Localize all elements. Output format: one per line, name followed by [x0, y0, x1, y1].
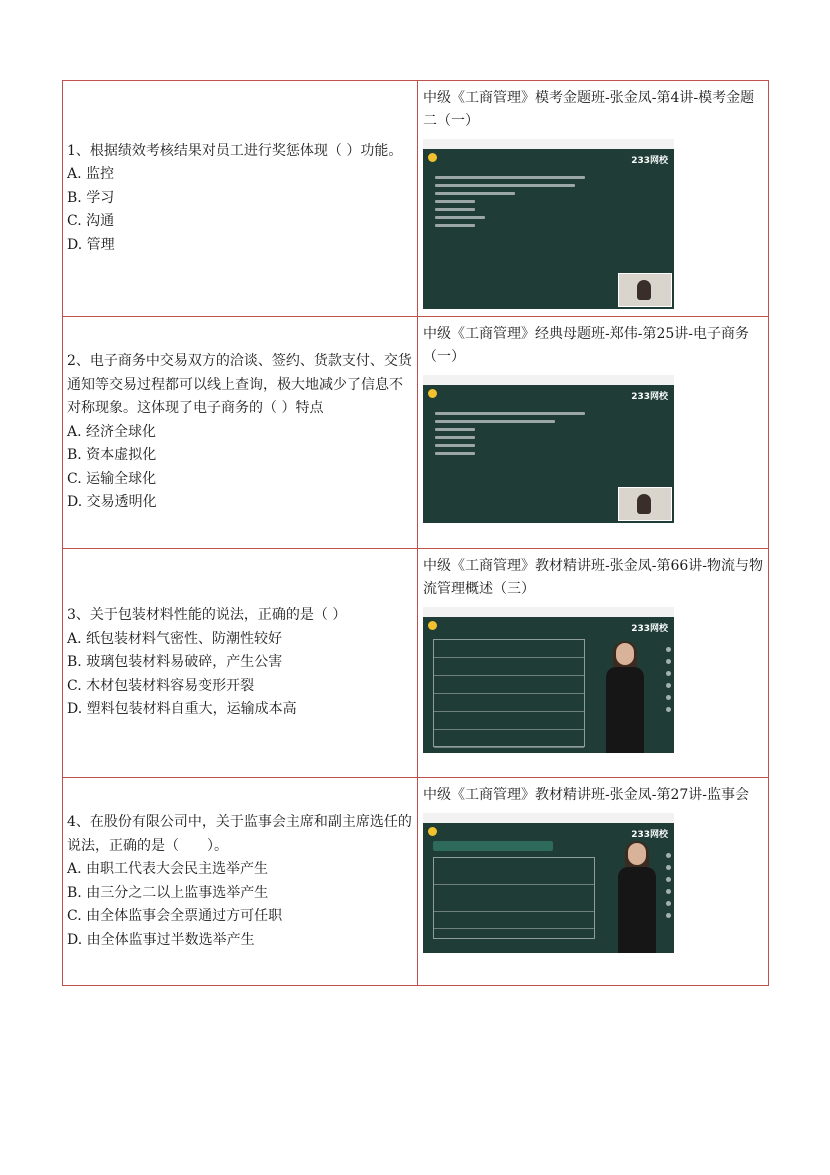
player-side-controls[interactable]: [666, 647, 671, 719]
slide-table: [433, 639, 585, 747]
question-stem: 3、关于包装材料性能的说法，正确的是（ ）: [67, 607, 347, 624]
option-b: B. 由三分之二以上监事选举产生: [67, 884, 269, 901]
option-a: A. 监控: [67, 166, 115, 183]
player-topbar: [423, 607, 674, 617]
video-thumbnail[interactable]: [423, 375, 674, 523]
lecture-slide: [423, 823, 674, 953]
lecture-slide: [423, 149, 674, 309]
instructor-camera: [618, 273, 672, 307]
video-cell: [418, 81, 769, 317]
bulb-icon: [428, 621, 437, 630]
slide-table: [433, 857, 595, 939]
option-b: B. 资本虚拟化: [67, 447, 157, 464]
video-thumbnail[interactable]: [423, 813, 674, 953]
brand-logo: 233网校: [631, 392, 668, 402]
bulb-icon: [428, 153, 437, 162]
option-b: B. 学习: [67, 189, 115, 206]
option-a: A. 由职工代表大会民主选举产生: [67, 861, 269, 877]
instructor-camera: [618, 487, 672, 521]
option-b: B. 玻璃包装材料易破碎，产生公害: [67, 654, 283, 671]
brand-logo: 233网校: [631, 624, 668, 634]
option-d: D. 管理: [67, 236, 115, 253]
instructor-figure: [602, 643, 648, 753]
video-thumbnail[interactable]: [423, 139, 674, 309]
video-title[interactable]: 中级《工商管理》经典母题班-郑伟-第25讲-电子商务（一）: [423, 326, 750, 365]
video-title[interactable]: 中级《工商管理》教材精讲班-张金凤-第27讲-监事会: [423, 787, 750, 803]
option-a: A. 纸包装材料气密性、防潮性较好: [67, 630, 283, 647]
video-thumbnail[interactable]: [423, 607, 674, 753]
brand-logo: 233网校: [631, 830, 668, 840]
option-c: C. 木材包装材料容易变形开裂: [67, 677, 255, 694]
player-side-controls[interactable]: [666, 853, 671, 925]
bulb-icon: [428, 827, 437, 836]
player-topbar: [423, 375, 674, 385]
question-cell: [63, 81, 418, 317]
player-topbar: [423, 139, 674, 149]
video-cell: [418, 778, 769, 986]
question-body: [63, 811, 417, 952]
question-cell: [63, 317, 418, 549]
question-body: [63, 350, 417, 515]
question-body: [63, 604, 417, 722]
question-stem: 4、在股份有限公司中，关于监事会主席和副主席选任的说法，正确的是（ ）。: [67, 814, 412, 854]
slide-text-lines: [435, 171, 585, 232]
question-table: [62, 80, 769, 986]
question-stem: 1、根据绩效考核结果对员工进行奖惩体现（ ）功能。: [67, 142, 403, 159]
video-cell: [418, 549, 769, 778]
video-cell: [418, 317, 769, 549]
option-c: C. 由全体监事会全票通过方可任职: [67, 908, 283, 924]
question-stem: 2、电子商务中交易双方的洽谈、签约、货款支付、交货通知等交易过程都可以线上查询，极大地减少了信息不对称现象。这体现了电子商务的（ ）特点: [67, 353, 412, 417]
instructor-figure: [614, 843, 660, 953]
question-row: [63, 778, 769, 986]
question-row: [63, 81, 769, 317]
question-row: [63, 317, 769, 549]
option-c: C. 沟通: [67, 213, 115, 230]
option-c: C. 运输全球化: [67, 470, 157, 487]
slide-text-lines: [435, 407, 585, 460]
lecture-slide: [423, 617, 674, 753]
slide-section-tag: [433, 841, 553, 851]
question-row: [63, 549, 769, 778]
option-d: D. 由全体监事过半数选举产生: [67, 931, 255, 948]
option-a: A. 经济全球化: [67, 423, 157, 440]
option-d: D. 交易透明化: [67, 494, 157, 511]
player-topbar: [423, 813, 674, 823]
option-d: D. 塑料包装材料自重大，运输成本高: [67, 701, 297, 718]
video-title[interactable]: 中级《工商管理》模考金题班-张金凤-第4讲-模考金题二（一）: [423, 90, 755, 129]
bulb-icon: [428, 389, 437, 398]
question-cell: [63, 549, 418, 778]
lecture-slide: [423, 385, 674, 523]
video-title[interactable]: 中级《工商管理》教材精讲班-张金凤-第66讲-物流与物流管理概述（三）: [423, 558, 764, 597]
question-body: [63, 140, 417, 258]
brand-logo: 233网校: [631, 156, 668, 166]
question-cell: [63, 778, 418, 986]
